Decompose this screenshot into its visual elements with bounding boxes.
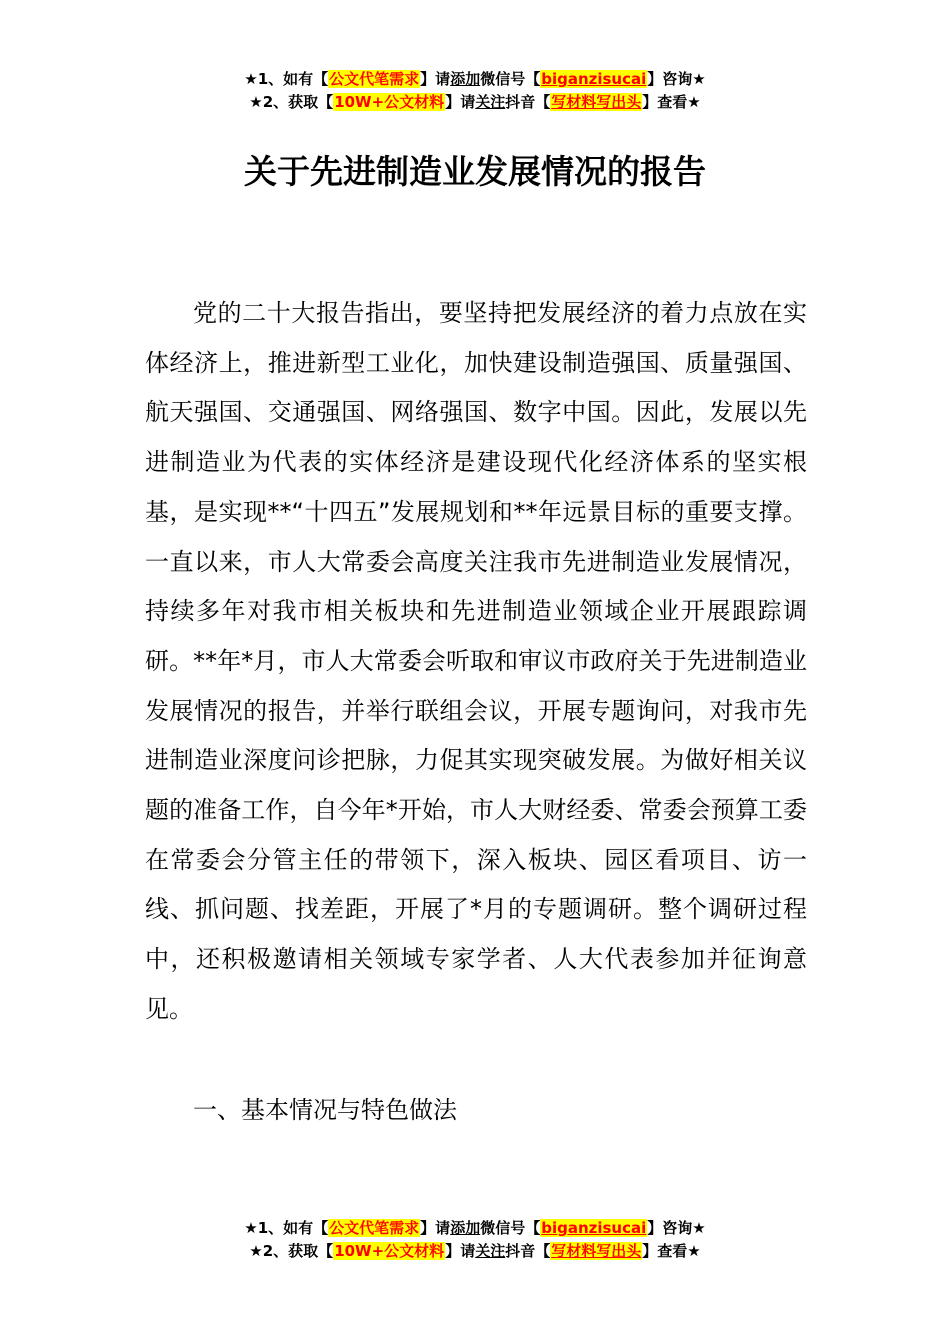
- promo-text: 微信号【: [480, 70, 541, 88]
- promo-text: 抖音【: [505, 1242, 551, 1260]
- promo-text: 】请: [445, 93, 476, 111]
- promo-text: 抖音【: [505, 93, 551, 111]
- promo-highlight-service: 公文代笔需求: [329, 70, 420, 88]
- footer-promo-banner: [0, 1217, 950, 1263]
- promo-highlight-materials: 10W+公文材料: [334, 93, 445, 111]
- promo-text: ★2、获取【: [249, 1242, 334, 1260]
- promo-text: 】请: [420, 1219, 451, 1237]
- promo-wechat-id-link[interactable]: biganzisucai: [541, 1219, 647, 1237]
- promo-douyin-account-link[interactable]: 写材料写出头: [551, 1242, 642, 1260]
- promo-text: 】咨询★: [647, 70, 706, 88]
- body-paragraph: 党的二十大报告指出，要坚持把发展经济的着力点放在实体经济上，推进新型工业化，加快建设制造强国、质量强国、航天强国、交通强国、网络强国、数字中国。因此，发展以先进制造业为代表的实体经济是建设现代化经济体系的坚实根基，是实现**“十四五”发展规划和**年远景目标的重要支撑。一直以来，市人大常委会高度关注我市先进制造业发展情况，持续多年对我市相关板块和先进制造业领域企业开展跟踪调研。**年*月，市人大常委会听取和审议市政府关于先进制造业发展情况的报告，并举行联组会议，开展专题询问，对我市先进制造业深度问诊把脉，力促其实现突破发展。为做好相关议题的准备工作，自今年*开始，市人大财经委、常委会预算工委在常委会分管主任的带领下，深入板块、园区看项目、访一线、抓问题、找差距，开展了*月的专题调研。整个调研过程中，还积极邀请相关领域专家学者、人大代表参加并征询意见。: [145, 299, 807, 1023]
- promo-line-1: [0, 68, 950, 91]
- promo-text: 微信号【: [480, 1219, 541, 1237]
- document-title: 关于先进制造业发展情况的报告: [244, 152, 706, 191]
- promo-text: 】请: [445, 1242, 476, 1260]
- promo-line-2: [0, 91, 950, 114]
- promo-text: 】查看★: [642, 1242, 701, 1260]
- promo-highlight-service: 公文代笔需求: [329, 1219, 420, 1237]
- promo-douyin-account-link[interactable]: 写材料写出头: [551, 93, 642, 111]
- promo-text: ★1、如有【: [244, 70, 329, 88]
- promo-text: ★1、如有【: [244, 1219, 329, 1237]
- promo-text: 】咨询★: [647, 1219, 706, 1237]
- promo-line-1: [0, 1217, 950, 1240]
- promo-highlight-materials: 10W+公文材料: [334, 1242, 445, 1260]
- promo-line-2: [0, 1240, 950, 1263]
- promo-text: ★2、获取【: [249, 93, 334, 111]
- header-promo-banner: [0, 68, 950, 114]
- section-heading: 一、基本情况与特色做法: [193, 1096, 457, 1124]
- promo-wechat-id-link[interactable]: biganzisucai: [541, 70, 647, 88]
- promo-text: 】查看★: [642, 93, 701, 111]
- promo-text: 】请: [420, 70, 451, 88]
- promo-underlined-text: 添加: [450, 70, 481, 88]
- promo-underlined-text: 关注: [475, 1242, 506, 1260]
- promo-underlined-text: 关注: [475, 93, 506, 111]
- promo-underlined-text: 添加: [450, 1219, 481, 1237]
